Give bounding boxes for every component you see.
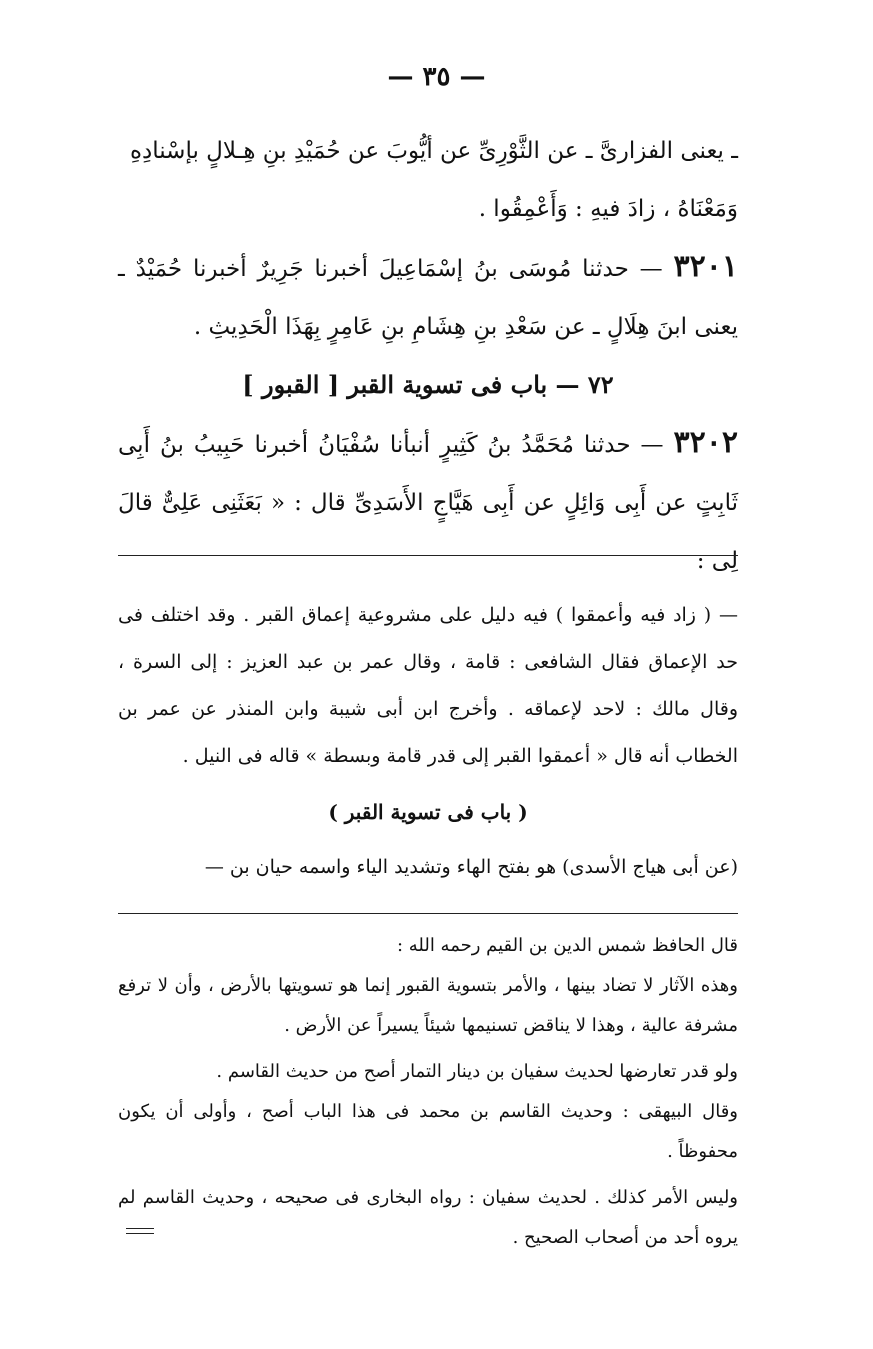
- footnotes-section: [118, 926, 738, 1258]
- chapter-title: ٧٢ — باب فى تسوية القبر [ القبور ]: [242, 370, 614, 399]
- footnote-paragraph-3: وقال البيهقى : وحديث القاسم بن محمد فى هذا الباب أصح ، وأولى أن يكون محفوظاً .: [118, 1101, 738, 1162]
- commentary-paragraph-2: (عن أبى هياج الأسدى) هو بفتح الهاء وتشديد الياء واسمه حيان بن —: [204, 856, 738, 878]
- footnote-paragraph-4: وليس الأمر كذلك . لحديث سفيان : رواه البخارى فى صحيحه ، وحديث القاسم لم يروه أحد من أصحاب الصحيح .: [118, 1187, 738, 1248]
- continuation-line-2: وَمَعْنَاهُ ، زادَ فيهِ : وَأَعْمِقُوا .: [478, 196, 738, 222]
- footnote-paragraph-1: وهذه الآثار لا تضاد بينها ، والأمر بتسوية القبور إنما هو تسويتها بالأرض ، وأن لا ترفع مشرفة عالية ، وهذا لا يناقض تسنيمها شيئاً يسيراً عن الأرض .: [118, 975, 738, 1036]
- footnote-paragraph-2: ولو قدر تعارضها لحديث سفيان بن دينار التمار أصح من حديث القاسم .: [216, 1061, 738, 1082]
- hadith-3201: [118, 238, 738, 356]
- continuation-line-1: ـ يعنى الفزارىَّ ـ عن الثَّوْرِىِّ عن أيُّوبَ عن حُمَيْدِ بنِ هِـلالٍ بإسْنادِهِ: [129, 138, 738, 164]
- footnote-heading: قال الحافظ شمس الدين بن القيم رحمه الله :: [396, 935, 738, 956]
- commentary-section: [118, 592, 738, 891]
- hadith-3202-text: — حدثنا مُحَمَّدُ بنُ كَثِيرٍ أنبأنا سُفْيَانُ أخبرنا حَبِيبُ بنُ أَبِى ثَابِتٍ عن أَبِى وَائِلٍ عن أَبِى هَيَّاجٍ الأَسَدِىِّ قال : « بَعَثَنِى عَلِىٌّ قالَ لِى :: [118, 432, 738, 574]
- hadith-3201-text: — حدثنا مُوسَى بنُ إسْمَاعِيلَ أخبرنا جَرِيرٌ أخبرنا حُمَيْدٌ ـ يعنى ابنَ هِلَالٍ ـ عن سَعْدِ بنِ هِشَامِ بنِ عَامِرٍ بِهَذَا الْحَدِيثِ .: [118, 256, 738, 340]
- page-number: — ٣٥ —: [387, 62, 486, 92]
- hadith-3202: [118, 414, 738, 590]
- end-mark: [126, 1228, 154, 1236]
- commentary-chapter-title: ( باب فى تسوية القبر ): [328, 800, 528, 824]
- hadith-text: [118, 122, 738, 590]
- end-mark-line: [126, 1233, 154, 1234]
- divider-rule: [118, 913, 738, 914]
- hadith-number-3202: ٣٢٠٢: [673, 425, 738, 460]
- hadith-number-3201: ٣٢٠١: [673, 249, 738, 284]
- end-mark-line: [126, 1228, 154, 1229]
- divider-rule: [118, 555, 738, 556]
- commentary-paragraph-1: — ( زاد فيه وأعمقوا ) فيه دليل على مشروعية إعماق القبر . وقد اختلف فى حد الإعماق فقال الشافعى : قامة ، وقال عمر بن عبد العزيز : إلى السرة ، وقال مالك : لاحد لإعماقه . وأخرج ابن أبى شيبة وابن المنذر عن عمر بن الخطاب أنه قال « أعمقوا القبر إلى قدر قامة وبسطة » قاله فى النيل .: [118, 604, 738, 767]
